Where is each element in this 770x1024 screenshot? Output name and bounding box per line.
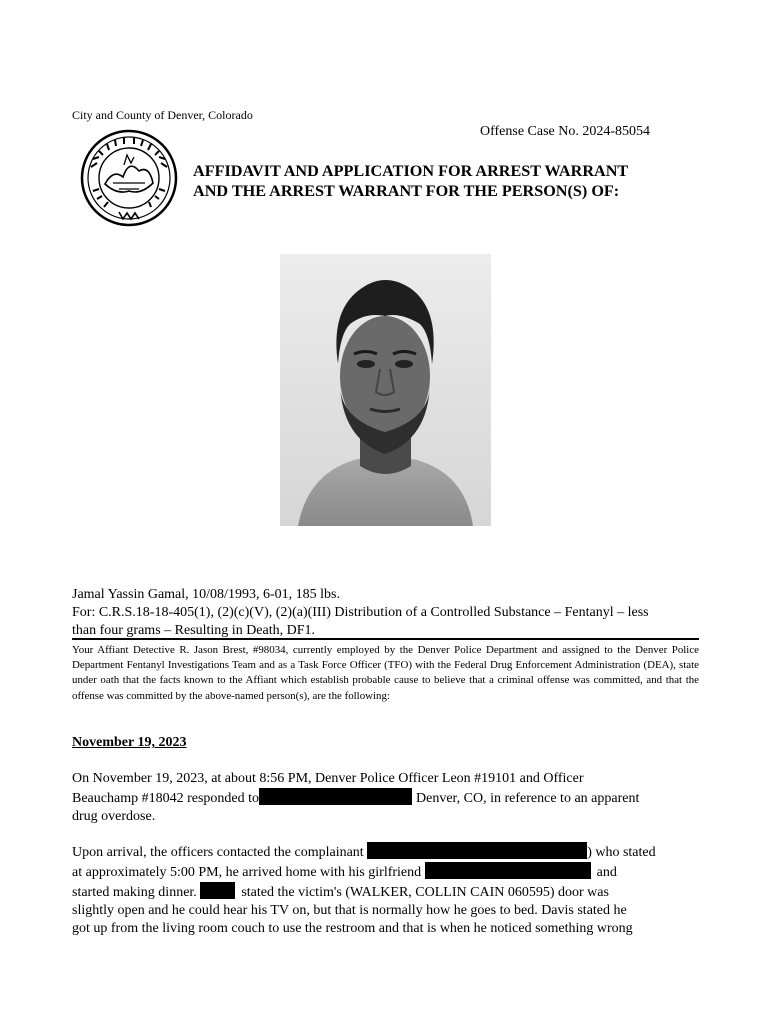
p2-text-8: got up from the living room couch to use the restroom and that is when he noticed something wrong — [72, 921, 633, 936]
redaction-girlfriend — [425, 862, 591, 879]
p2-text-1: Upon arrival, the officers contacted the complainant — [72, 845, 364, 860]
city-seal-icon — [79, 129, 179, 227]
p2-text-7: slightly open and he could hear his TV on, but that is normally how he goes to bed. Davis stated he — [72, 903, 627, 918]
p2-text-3: at approximately 5:00 PM, he arrived home with his girlfriend — [72, 865, 422, 880]
section-divider — [72, 638, 699, 640]
p1-text-2: Beauchamp #18042 responded to — [72, 791, 260, 806]
paragraph-incident-response — [72, 770, 699, 826]
paragraph-complainant — [72, 842, 699, 938]
redaction-name — [200, 882, 235, 899]
redaction-address — [259, 788, 412, 805]
p2-text-6: stated the victim's (WALKER, COLLIN CAIN 060595) door was — [241, 885, 609, 900]
p1-text-3: Denver, CO, in reference to an apparent — [416, 791, 640, 806]
charge-line-2: than four grams – Resulting in Death, DF1. — [72, 623, 316, 638]
case-number: Offense Case No. 2024-85054 — [480, 124, 651, 139]
suspect-mugshot — [280, 254, 491, 526]
p2-text-2: ) who stated — [587, 845, 656, 860]
document-title — [193, 161, 713, 201]
redaction-complainant — [367, 842, 587, 859]
subject-identity: Jamal Yassin Gamal, 10/08/1993, 6-01, 185 lbs. — [72, 587, 340, 602]
p2-text-4: and — [596, 865, 617, 880]
jurisdiction-header: City and County of Denver, Colorado — [72, 108, 253, 122]
p2-text-5: started making dinner. — [72, 885, 197, 900]
date-heading: November 19, 2023 — [72, 735, 187, 750]
title-line-2: AND THE ARREST WARRANT FOR THE PERSON(S) OF: — [193, 182, 620, 200]
p1-text-1: On November 19, 2023, at about 8:56 PM, Denver Police Officer Leon #19101 and Officer — [72, 771, 584, 786]
p1-text-4: drug overdose. — [72, 809, 156, 824]
affiant-statement: Your Affiant Detective R. Jason Brest, #98034, currently employed by the Denver Police Department and assigned to the Denver Police Department Fentanyl Investigations Team and as a Task Force Officer (TFO) with the Federal Drug Enforcement Administration (DEA), state under oath that the facts known to the Affiant which establish probable cause to believe that a criminal offense was committed, and that the offense was committed by the above-named person(s), are the following: — [72, 644, 699, 702]
charge-line-1: For: C.R.S.18-18-405(1), (2)(c)(V), (2)(a)(III) Distribution of a Controlled Substance – Fentanyl – less — [72, 605, 649, 620]
subject-block — [72, 586, 712, 640]
title-line-1: AFFIDAVIT AND APPLICATION FOR ARREST WARRANT — [193, 162, 629, 180]
